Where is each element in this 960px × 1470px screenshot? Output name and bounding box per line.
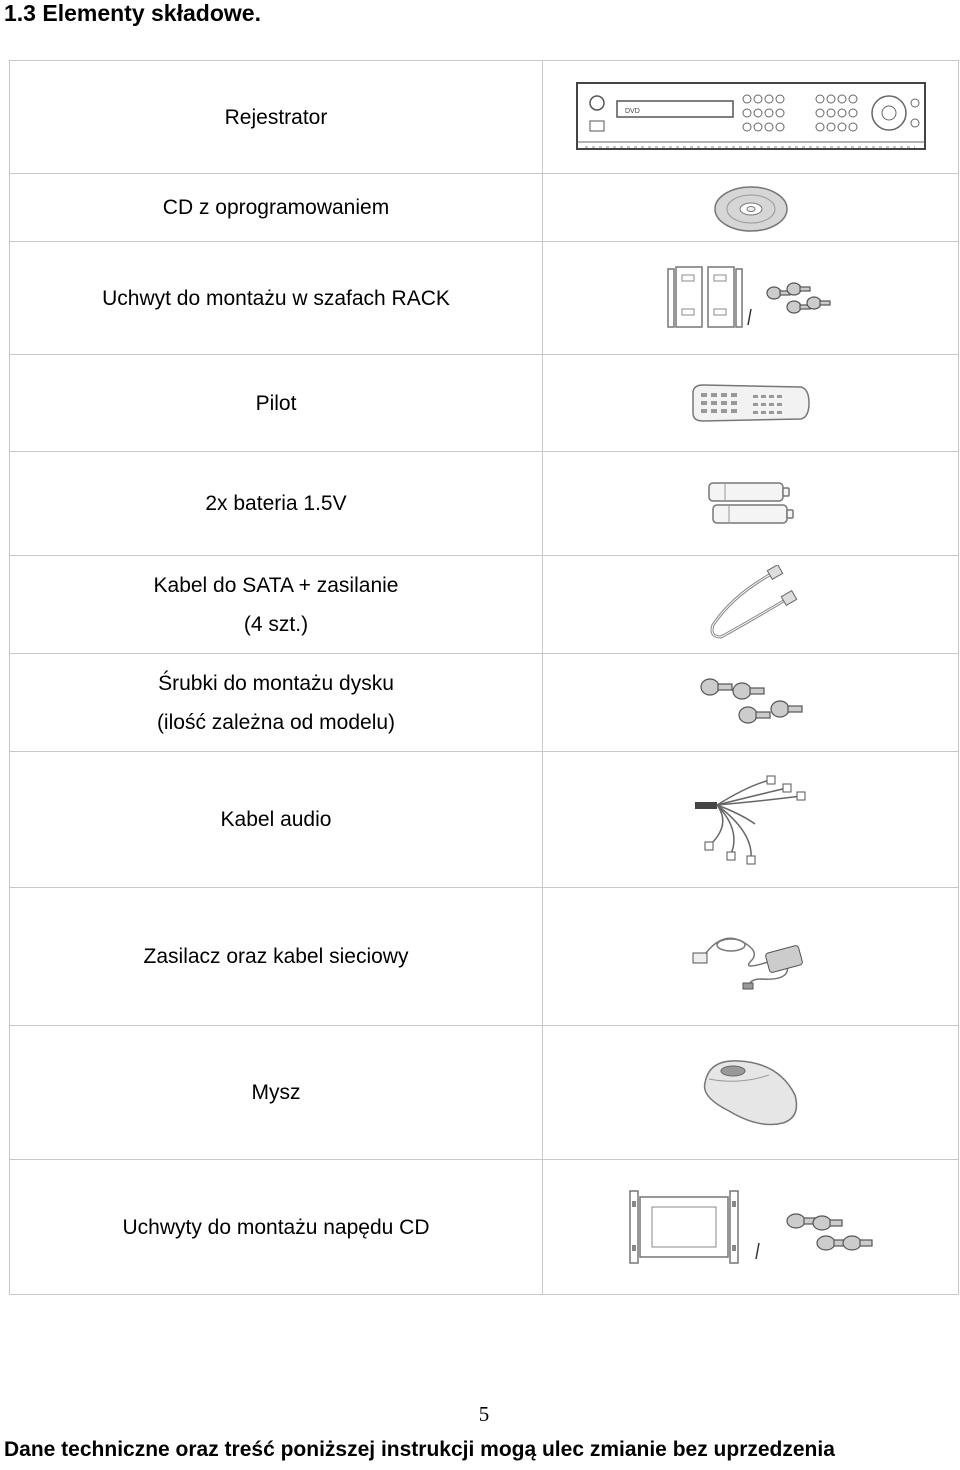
svg-text:DVD: DVD — [624, 108, 640, 115]
item-label: 2x bateria 1.5V — [205, 492, 347, 515]
screws-icon — [696, 671, 806, 735]
dvr-recorder-icon — [575, 79, 927, 155]
cd-disc-icon — [711, 181, 791, 235]
item-label-cell — [10, 654, 543, 752]
footer-disclaimer: Dane techniczne oraz treść poniższej instrukcji mogą ulec zmianie bez uprzedzenia — [4, 1438, 835, 1461]
item-label: CD z oprogramowaniem — [162, 196, 390, 219]
table-row — [10, 452, 959, 556]
item-label-qualifier: (ilość zależna od modelu) — [156, 710, 396, 734]
batteries-icon — [703, 477, 799, 531]
item-label-cell — [10, 752, 543, 888]
item-image-cell — [543, 888, 959, 1026]
item-image-cell — [543, 1026, 959, 1160]
item-label-cell — [10, 355, 543, 452]
item-image-cell — [543, 242, 959, 355]
item-label: Kabel audio — [220, 808, 332, 831]
table-row — [10, 355, 959, 452]
remote-control-icon — [689, 381, 813, 425]
item-image-cell — [543, 1160, 959, 1295]
table-row — [10, 556, 959, 654]
item-label: Uchwyt do montażu w szafach RACK — [102, 286, 450, 310]
item-label-cell — [10, 452, 543, 556]
item-label: Uchwyty do montażu napędu CD — [122, 1215, 430, 1239]
item-image-cell — [543, 61, 959, 174]
table-row — [10, 174, 959, 242]
table-row — [10, 752, 959, 888]
item-label-cell — [10, 556, 543, 654]
item-label-cell — [10, 61, 543, 174]
table-row — [10, 1026, 959, 1160]
item-label-cell — [10, 888, 543, 1026]
parts-table — [9, 60, 959, 1295]
item-image-cell — [543, 752, 959, 888]
item-label: Kabel do SATA + zasilanie — [153, 573, 399, 597]
item-label: Pilot — [255, 391, 297, 415]
page-number: 5 — [478, 1402, 490, 1426]
item-image-cell — [543, 174, 959, 242]
power-adapter-icon — [691, 921, 811, 993]
item-label-cell — [10, 1160, 543, 1295]
sata-cable-icon — [703, 565, 799, 645]
table-row — [10, 61, 959, 174]
item-label: Zasilacz oraz kabel sieciowy — [143, 945, 409, 968]
item-label: Mysz — [251, 1081, 301, 1104]
item-label: Śrubki do montażu dysku — [158, 671, 394, 695]
table-row — [10, 242, 959, 355]
cd-drive-bracket-icon — [626, 1185, 876, 1269]
item-label-cell — [10, 174, 543, 242]
item-label: Rejestrator — [224, 105, 328, 129]
table-row — [10, 888, 959, 1026]
item-image-cell — [543, 654, 959, 752]
table-row — [10, 1160, 959, 1295]
section-title: 1.3 Elementy składowe. — [4, 0, 261, 26]
item-label-qualifier: (4 szt.) — [243, 612, 309, 636]
audio-cable-icon — [691, 774, 811, 866]
mouse-icon — [699, 1055, 803, 1131]
table-row — [10, 654, 959, 752]
rack-bracket-icon — [666, 263, 836, 333]
item-image-cell — [543, 355, 959, 452]
item-image-cell — [543, 556, 959, 654]
item-label-cell — [10, 242, 543, 355]
item-label-cell — [10, 1026, 543, 1160]
item-image-cell — [543, 452, 959, 556]
